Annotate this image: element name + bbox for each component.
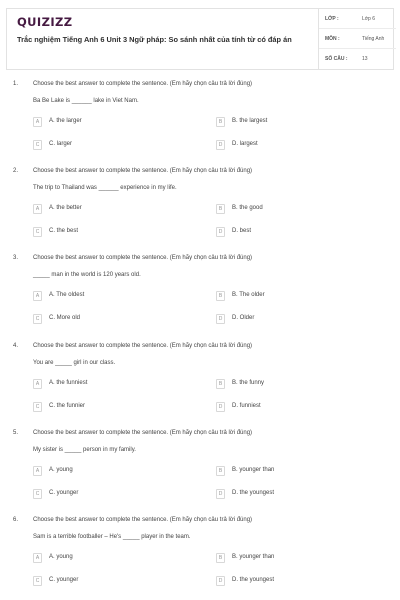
option-text: D. best <box>232 228 252 234</box>
question-block <box>0 430 400 514</box>
option-text: A. the larger <box>49 118 82 124</box>
option-text: A. The oldest <box>49 292 85 298</box>
worksheet-header <box>6 8 394 70</box>
option-letter-box: D <box>216 227 225 237</box>
quizizz-logo: QUIZIZZ <box>17 15 73 29</box>
question-block <box>0 517 400 600</box>
question-sentence: You are _____ girl in our class. <box>33 360 116 366</box>
question-number: 5. <box>13 430 19 436</box>
option-text: C. More old <box>49 315 81 321</box>
option-text: D. Older <box>232 315 255 321</box>
option-letter-box: B <box>216 466 225 476</box>
question-sentence: Sam is a terrible footballer – He's _____ player in the team. <box>33 534 191 540</box>
option-letter-box: A <box>33 117 42 127</box>
question-sentence: The trip to Thailand was ______ experience in my life. <box>33 185 177 191</box>
question-number: 6. <box>13 517 19 523</box>
option-text: C. the funnier <box>49 403 86 409</box>
option-letter-box: B <box>216 117 225 127</box>
option-letter-box: A <box>33 553 42 563</box>
meta-info-box <box>318 9 395 69</box>
option-letter-box: B <box>216 204 225 214</box>
option-letter-box: C <box>33 314 42 324</box>
option-letter-box: D <box>216 576 225 586</box>
question-number: 4. <box>13 343 19 349</box>
option-letter-box: B <box>216 291 225 301</box>
option-text: C. younger <box>49 490 79 496</box>
option-text: C. larger <box>49 141 73 147</box>
option-text: A. young <box>49 554 73 560</box>
meta-label: LỚP : <box>325 16 339 22</box>
question-instruction: Choose the best answer to complete the sentence. (Em hãy chọn câu trả lời đúng) <box>33 343 253 349</box>
worksheet-title: Trắc nghiệm Tiếng Anh 6 Unit 3 Ngữ pháp: So sánh nhất của tính từ có đáp án <box>17 35 292 44</box>
question-number: 3. <box>13 255 19 261</box>
option-letter-box: C <box>33 576 42 586</box>
meta-row-count <box>319 49 396 69</box>
option-text: B. the funny <box>232 380 265 386</box>
option-letter-box: B <box>216 553 225 563</box>
question-number: 1. <box>13 81 19 87</box>
option-letter-box: B <box>216 379 225 389</box>
question-number: 2. <box>13 168 19 174</box>
question-block <box>0 255 400 339</box>
option-letter-box: C <box>33 227 42 237</box>
option-text: B. younger than <box>232 554 275 560</box>
question-instruction: Choose the best answer to complete the sentence. (Em hãy chọn câu trả lời đúng) <box>33 430 253 436</box>
option-text: A. young <box>49 467 73 473</box>
question-instruction: Choose the best answer to complete the sentence. (Em hãy chọn câu trả lời đúng) <box>33 81 253 87</box>
option-text: B. The older <box>232 292 265 298</box>
question-instruction: Choose the best answer to complete the sentence. (Em hãy chọn câu trả lời đúng) <box>33 517 253 523</box>
option-text: B. the largest <box>232 118 268 124</box>
option-letter-box: A <box>33 379 42 389</box>
option-letter-box: D <box>216 314 225 324</box>
option-letter-box: C <box>33 140 42 150</box>
option-text: C. the best <box>49 228 79 234</box>
option-letter-box: C <box>33 402 42 412</box>
option-letter-box: D <box>216 140 225 150</box>
option-text: D. the youngest <box>232 577 275 583</box>
option-text: B. the good <box>232 205 263 211</box>
option-text: A. the funniest <box>49 380 88 386</box>
option-letter-box: A <box>33 466 42 476</box>
option-text: A. the better <box>49 205 82 211</box>
question-sentence: My sister is _____ person in my family. <box>33 447 136 453</box>
meta-label: MÔN : <box>325 36 340 42</box>
question-instruction: Choose the best answer to complete the sentence. (Em hãy chọn câu trả lời đúng) <box>33 255 253 261</box>
option-text: D. the youngest <box>232 490 275 496</box>
meta-value: 13 <box>362 56 368 62</box>
question-block <box>0 81 400 165</box>
meta-row-subject <box>319 29 396 49</box>
question-sentence: Ba Be Lake is ______ lake in Viet Nam. <box>33 98 139 104</box>
option-text: D. funniest <box>232 403 261 409</box>
option-text: D. largest <box>232 141 258 147</box>
question-block <box>0 168 400 252</box>
meta-label: SỐ CÂU : <box>325 56 348 62</box>
option-letter-box: A <box>33 204 42 214</box>
meta-value: Lớp 6 <box>362 16 376 22</box>
question-instruction: Choose the best answer to complete the sentence. (Em hãy chọn câu trả lời đúng) <box>33 168 253 174</box>
option-letter-box: D <box>216 402 225 412</box>
question-sentence: _____ man in the world is 120 years old. <box>33 272 141 278</box>
meta-row-class <box>319 9 396 29</box>
meta-value: Tiếng Anh <box>362 36 385 42</box>
option-letter-box: A <box>33 291 42 301</box>
option-text: B. younger than <box>232 467 275 473</box>
question-block <box>0 343 400 427</box>
option-text: C. younger <box>49 577 79 583</box>
option-letter-box: C <box>33 489 42 499</box>
option-letter-box: D <box>216 489 225 499</box>
